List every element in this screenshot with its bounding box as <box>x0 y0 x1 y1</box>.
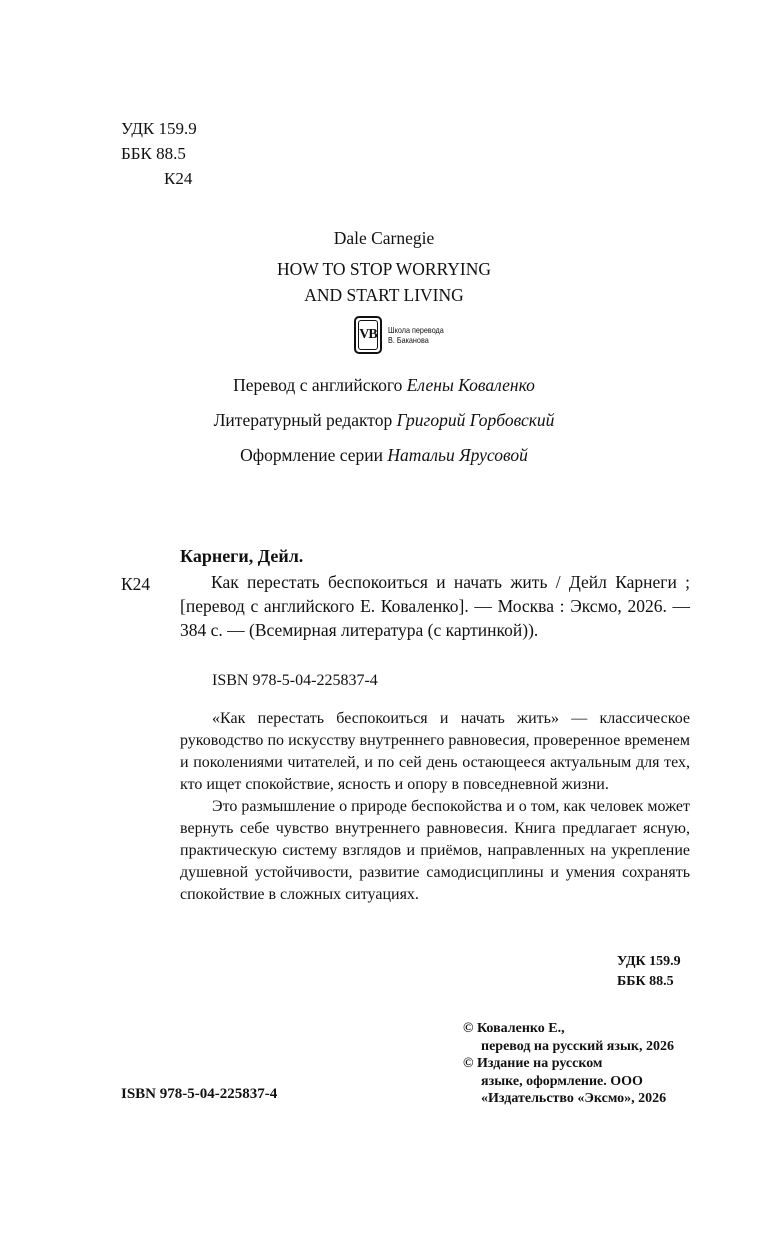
logo-text-line2: В. Баканова <box>388 335 429 345</box>
design-label: Оформление серии <box>240 445 384 465</box>
logo-glyph: VB <box>359 327 377 342</box>
copyright-line5: «Издательство «Эксмо», 2026 <box>481 1091 667 1106</box>
copyright-line2: перевод на русский язык, 2026 <box>481 1038 674 1054</box>
logo-emblem-icon <box>354 316 382 354</box>
publisher-logo <box>354 316 454 354</box>
translation-label: Перевод с английского <box>233 375 403 395</box>
classification-codes <box>121 116 197 191</box>
author-mark: К24 <box>164 169 193 188</box>
udk-code: УДК 159.9 <box>121 119 197 138</box>
copyright-line3: © Издание на русском <box>463 1056 603 1071</box>
credit-design <box>0 445 768 466</box>
annotation <box>180 708 690 906</box>
editor-name: Григорий Горбовский <box>396 410 555 430</box>
annotation-paragraph-2: Это размышление о природе беспокойства и о том, как человек может вернуть себе чувство внутреннего равновесия. Книга предлагает ясную, практическую систему взглядов и приёмов, направленных на укрепление душевной устойчивости, развитие самодисциплины и умения сохранять спокойствие в сложных ситуациях. <box>180 798 690 903</box>
original-title-line2: AND START LIVING <box>304 285 464 305</box>
original-title <box>0 256 768 308</box>
design-name: Натальи Ярусовой <box>387 445 528 465</box>
catalog-heading: Карнеги, Дейл. <box>180 546 304 566</box>
annotation-paragraph-1: «Как перестать беспокоиться и начать жить» — классическое руководство по искусству внутреннего равновесия, проверенное временем и поколениями читателей, и по сей день остающееся актуальным для тех, кто ищет спокойствие, ясность и опору в повседневной жизни. <box>180 710 690 793</box>
logo-text <box>388 325 444 345</box>
copyright-line1: © Коваленко Е., <box>463 1021 565 1036</box>
isbn-bottom: ISBN 978-5-04-225837-4 <box>121 1086 278 1102</box>
copyright-block <box>463 1020 674 1108</box>
translation-name: Елены Коваленко <box>406 375 535 395</box>
bbk-code: ББК 88.5 <box>121 144 186 163</box>
catalog-isbn: ISBN 978-5-04-225837-4 <box>212 672 378 689</box>
catalog-code: К24 <box>121 574 151 594</box>
editor-label: Литературный редактор <box>213 410 393 430</box>
classification-codes-right <box>617 952 681 992</box>
logo-text-line1: Школа перевода <box>388 325 444 335</box>
copyright-line4: языке, оформление. ООО <box>481 1073 643 1089</box>
credit-translation <box>0 375 768 396</box>
original-title-line1: HOW TO STOP WORRYING <box>276 259 492 279</box>
catalog-description: Как перестать беспокоиться и начать жить / Дейл Карнеги ; [перевод с английского Е. Коваленко]. — Москва : Эксмо, 2026. — 384 с. — (Всемирная литература (с картинкой)). <box>180 572 690 640</box>
bbk-code-right: ББК 88.5 <box>617 974 674 989</box>
original-author: Dale Carnegie <box>333 228 435 248</box>
udk-code-right: УДК 159.9 <box>617 954 681 969</box>
credit-editor <box>0 410 768 431</box>
